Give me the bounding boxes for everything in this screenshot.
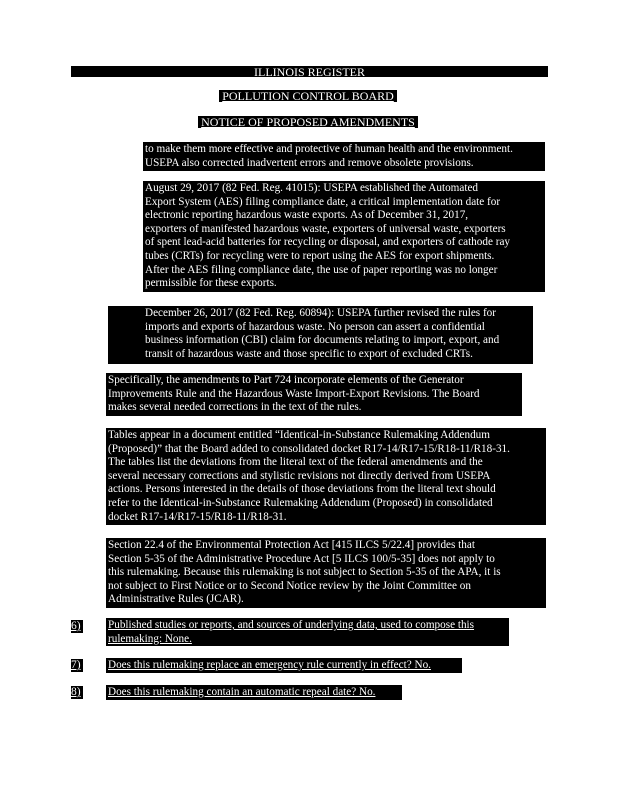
text-line: Improvements Rule and the Hazardous Waste Import-Export Revisions. The Board [108, 387, 480, 400]
item-number-text: 8) [71, 686, 81, 698]
text-line: Does this rulemaking replace an emergency rule currently in effect? No. [108, 659, 431, 671]
board-header [219, 90, 397, 102]
item-number-text: 6) [71, 620, 81, 632]
paragraph-aes-filing [143, 181, 545, 292]
text-line: USEPA also corrected inadvertent errors and remove obsolete provisions. [145, 156, 474, 169]
register-title: ILLINOIS REGISTER [254, 65, 365, 79]
paragraph-part-724 [106, 373, 522, 416]
item-number-text: 7) [71, 659, 81, 671]
text-line: Administrative Rules (JCAR). [108, 593, 244, 606]
text-line: business information (CBI) claim for documents relating to import, export, and [145, 334, 500, 347]
text-line: Export System (AES) filing compliance date, a critical implementation date for [145, 195, 501, 208]
text-line: transit of hazardous waste and those specific to export of excluded CRTs. [145, 347, 473, 360]
text-line: exporters of manifested hazardous waste, exporters of universal waste, exporters [145, 222, 506, 235]
text-line: of spent lead-acid batteries for recycling or disposal, and exporters of cathode ray [145, 236, 511, 249]
text-line: to make them more effective and protective of human health and the environment. [145, 143, 513, 155]
item-8-number [71, 686, 83, 699]
text-line: (Proposed)” that the Board added to consolidated docket R17-14/R17-15/R18-11/R18-31. [108, 442, 510, 455]
paragraph-effective [143, 142, 545, 171]
text-line: this rulemaking. Because this rulemaking is not subject to Section 5-35 of the APA, it is [108, 566, 501, 579]
board-title: POLLUTION CONTROL BOARD [222, 89, 394, 103]
paragraph-cbi-claim [108, 306, 533, 364]
text-line: permissible for these exports. [145, 277, 277, 290]
text-line: refer to the Identical-in-Substance Rulemaking Addendum (Proposed) in consolidated [108, 496, 493, 509]
text-line: several necessary corrections and stylistic revisions not directly derived from USEPA [108, 469, 491, 482]
register-header [71, 66, 548, 77]
text-line: Published studies or reports, and sources of underlying data, used to compose this [108, 619, 475, 631]
text-line: Does this rulemaking contain an automatic repeal date? No. [108, 686, 376, 698]
notice-header [198, 116, 418, 128]
item-8-text [106, 685, 402, 700]
text-line: not subject to First Notice or to Second Notice review by the Joint Committee on [108, 579, 471, 592]
text-line: After the AES filing compliance date, the use of paper reporting was no longer [145, 263, 498, 276]
paragraph-tables [106, 428, 546, 525]
text-line: rulemaking: None. [108, 632, 192, 645]
text-line: tubes (CRTs) for recycling were to report using the AES for export shipments. [145, 249, 495, 262]
item-6-number [71, 620, 83, 633]
text-line: electronic reporting hazardous waste exports. As of December 31, 2017, [145, 209, 469, 222]
text-line: December 26, 2017 (82 Fed. Reg. 60894): USEPA further revised the rules for [145, 307, 496, 319]
text-line: Specifically, the amendments to Part 724 incorporate elements of the Generator [108, 374, 464, 386]
item-7-text [106, 658, 462, 673]
text-line: The tables list the deviations from the literal text of the federal amendments and the [108, 456, 483, 469]
text-line: Section 22.4 of the Environmental Protection Act [415 ILCS 5/22.4] provides that [108, 539, 475, 551]
notice-title: NOTICE OF PROPOSED AMENDMENTS [201, 115, 415, 129]
item-6-text [106, 618, 509, 646]
paragraph-section-22-4 [106, 538, 546, 608]
text-line: August 29, 2017 (82 Fed. Reg. 41015): USEPA established the Automated [145, 182, 479, 194]
text-line: docket R17-14/R17-15/R18-11/R18-31. [108, 510, 287, 523]
item-7-number [71, 659, 83, 672]
text-line: imports and exports of hazardous waste. No person can assert a confidential [145, 320, 485, 333]
text-line: Tables appear in a document entitled “Identical-in-Substance Rulemaking Addendum [108, 429, 490, 441]
text-line: actions. Persons interested in the details of those deviations from the literal text should [108, 483, 496, 496]
text-line: makes several needed corrections in the text of the rules. [108, 401, 362, 414]
text-line: Section 5-35 of the Administrative Procedure Act [5 ILCS 100/5-35] does not apply to [108, 552, 495, 565]
